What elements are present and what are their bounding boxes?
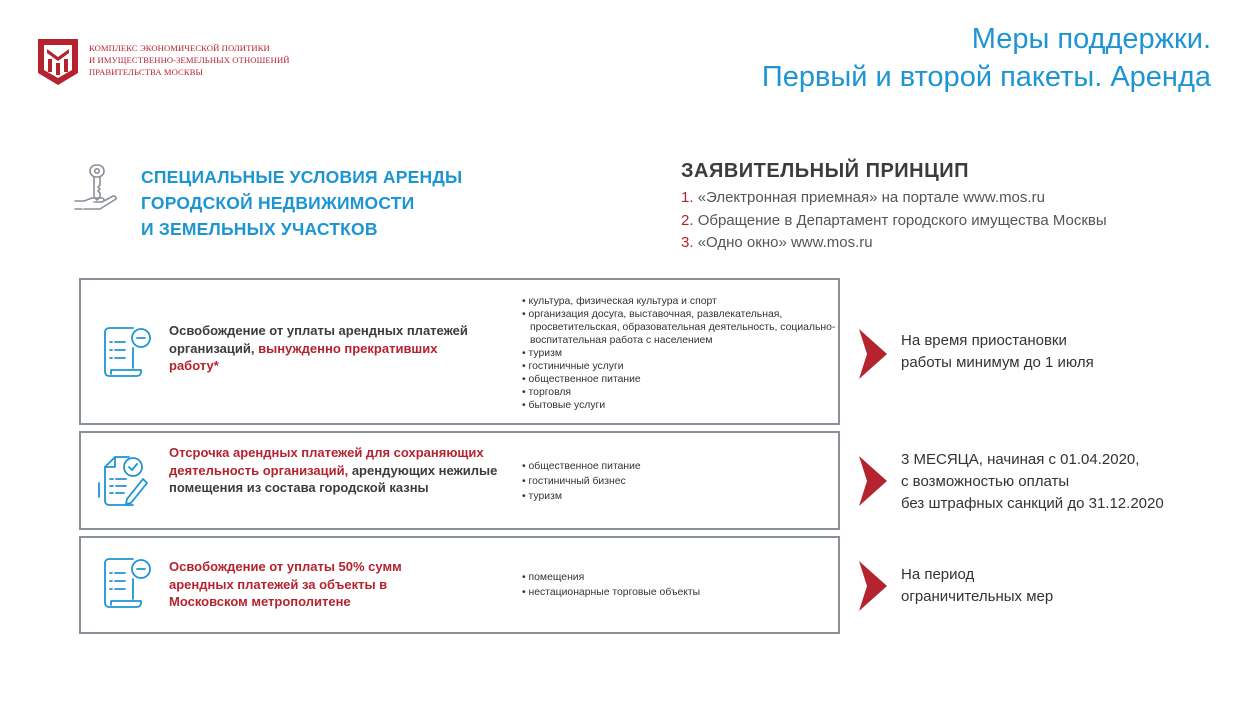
item-number: 1. bbox=[681, 189, 694, 206]
document-check-pen-icon bbox=[95, 453, 153, 509]
measure-title bbox=[169, 558, 469, 611]
document-minus-icon bbox=[97, 555, 155, 611]
item-number: 3. bbox=[681, 234, 694, 251]
list-item: • торговля bbox=[522, 386, 838, 399]
title-part-highlight: Отсрочка арендных платежей для сохраняющих деятельность организаций, bbox=[169, 445, 484, 478]
principle-list bbox=[681, 187, 1107, 255]
list-item: • гостиничные услуги bbox=[522, 360, 838, 373]
measure-title bbox=[169, 322, 469, 375]
item-text: «Одно окно» www.mos.ru bbox=[697, 234, 873, 251]
chevron-right-icon bbox=[859, 456, 887, 506]
list-item: • нестационарные торговые объекты bbox=[522, 585, 838, 600]
result-line: На время приостановки bbox=[901, 332, 1067, 349]
principle-item bbox=[681, 187, 1107, 210]
list-item: • общественное питание bbox=[522, 459, 838, 474]
title-line: Первый и второй пакеты. Аренда bbox=[761, 61, 1211, 93]
measure-result bbox=[901, 449, 1164, 515]
document-minus-icon bbox=[97, 324, 155, 380]
title-line: Меры поддержки. bbox=[971, 23, 1211, 55]
principle-item bbox=[681, 232, 1107, 255]
measure-title bbox=[169, 444, 519, 497]
measure-card-3 bbox=[79, 536, 840, 634]
title-part-highlight: вынужденно прекративших работу* bbox=[169, 340, 438, 373]
organization-name bbox=[89, 42, 290, 78]
list-item: • культура, физическая культура и спорт bbox=[522, 295, 838, 308]
result-line: работы минимум до 1 июля bbox=[901, 354, 1094, 371]
logo-icon bbox=[36, 37, 80, 87]
heading-line: ГОРОДСКОЙ НЕДВИЖИМОСТИ bbox=[141, 193, 415, 213]
item-text: Обращение в Департамент городского имущества Москвы bbox=[697, 211, 1107, 229]
measure-list bbox=[522, 459, 838, 504]
chevron-right-icon bbox=[859, 329, 887, 379]
result-line: 3 МЕСЯЦА, начиная с 01.04.2020, bbox=[901, 451, 1140, 468]
chevron-right-icon bbox=[859, 561, 887, 611]
heading-line: И ЗЕМЕЛЬНЫХ УЧАСТКОВ bbox=[141, 219, 378, 239]
list-item: • общественное питание bbox=[522, 373, 838, 386]
list-item: • помещения bbox=[522, 570, 838, 585]
key-in-hand-icon bbox=[72, 163, 122, 215]
measure-result bbox=[901, 330, 1094, 374]
list-item: • гостиничный бизнес bbox=[522, 474, 838, 489]
measure-card-2 bbox=[79, 431, 840, 530]
org-line: КОМПЛЕКС ЭКОНОМИЧЕСКОЙ ПОЛИТИКИ bbox=[89, 43, 270, 53]
list-item: • организация досуга, выставочная, развлекательная, просветительская, образовательная деятельность, социально-воспитательная работа с населением bbox=[522, 308, 838, 347]
heading-line: СПЕЦИАЛЬНЫЕ УСЛОВИЯ АРЕНДЫ bbox=[141, 167, 463, 187]
list-item: • туризм bbox=[522, 347, 838, 360]
result-line: с возможностью оплаты bbox=[901, 473, 1070, 490]
item-text: «Электронная приемная» на портале www.mos.ru bbox=[697, 189, 1045, 206]
result-line: ограничительных мер bbox=[901, 588, 1054, 605]
list-item: • туризм bbox=[522, 489, 838, 504]
result-line: На период bbox=[901, 566, 975, 583]
section-heading bbox=[141, 164, 462, 242]
page-title bbox=[762, 20, 1211, 96]
title-part-highlight: Освобождение от уплаты 50% сумм арендных платежей за объекты в Московском метрополитене bbox=[169, 559, 402, 609]
result-line: без штрафных санкций до 31.12.2020 bbox=[901, 495, 1164, 512]
measure-list bbox=[522, 570, 838, 600]
principle-title: ЗАЯВИТЕЛЬНЫЙ ПРИНЦИП bbox=[681, 160, 969, 182]
title-part: Освобождение от уплаты арендных платежей организаций, bbox=[169, 323, 468, 356]
org-line: И ИМУЩЕСТВЕННО-ЗЕМЕЛЬНЫХ ОТНОШЕНИЙ bbox=[89, 55, 290, 65]
list-item: • бытовые услуги bbox=[522, 399, 838, 412]
measure-result bbox=[901, 564, 1053, 608]
principle-item bbox=[681, 210, 1107, 233]
measure-card-1 bbox=[79, 278, 840, 425]
measure-list bbox=[522, 295, 838, 412]
title-part: арендующих нежилые помещения из состава городской казны bbox=[169, 462, 498, 495]
item-number: 2. bbox=[681, 211, 694, 229]
org-line: ПРАВИТЕЛЬСТВА МОСКВЫ bbox=[89, 67, 204, 77]
